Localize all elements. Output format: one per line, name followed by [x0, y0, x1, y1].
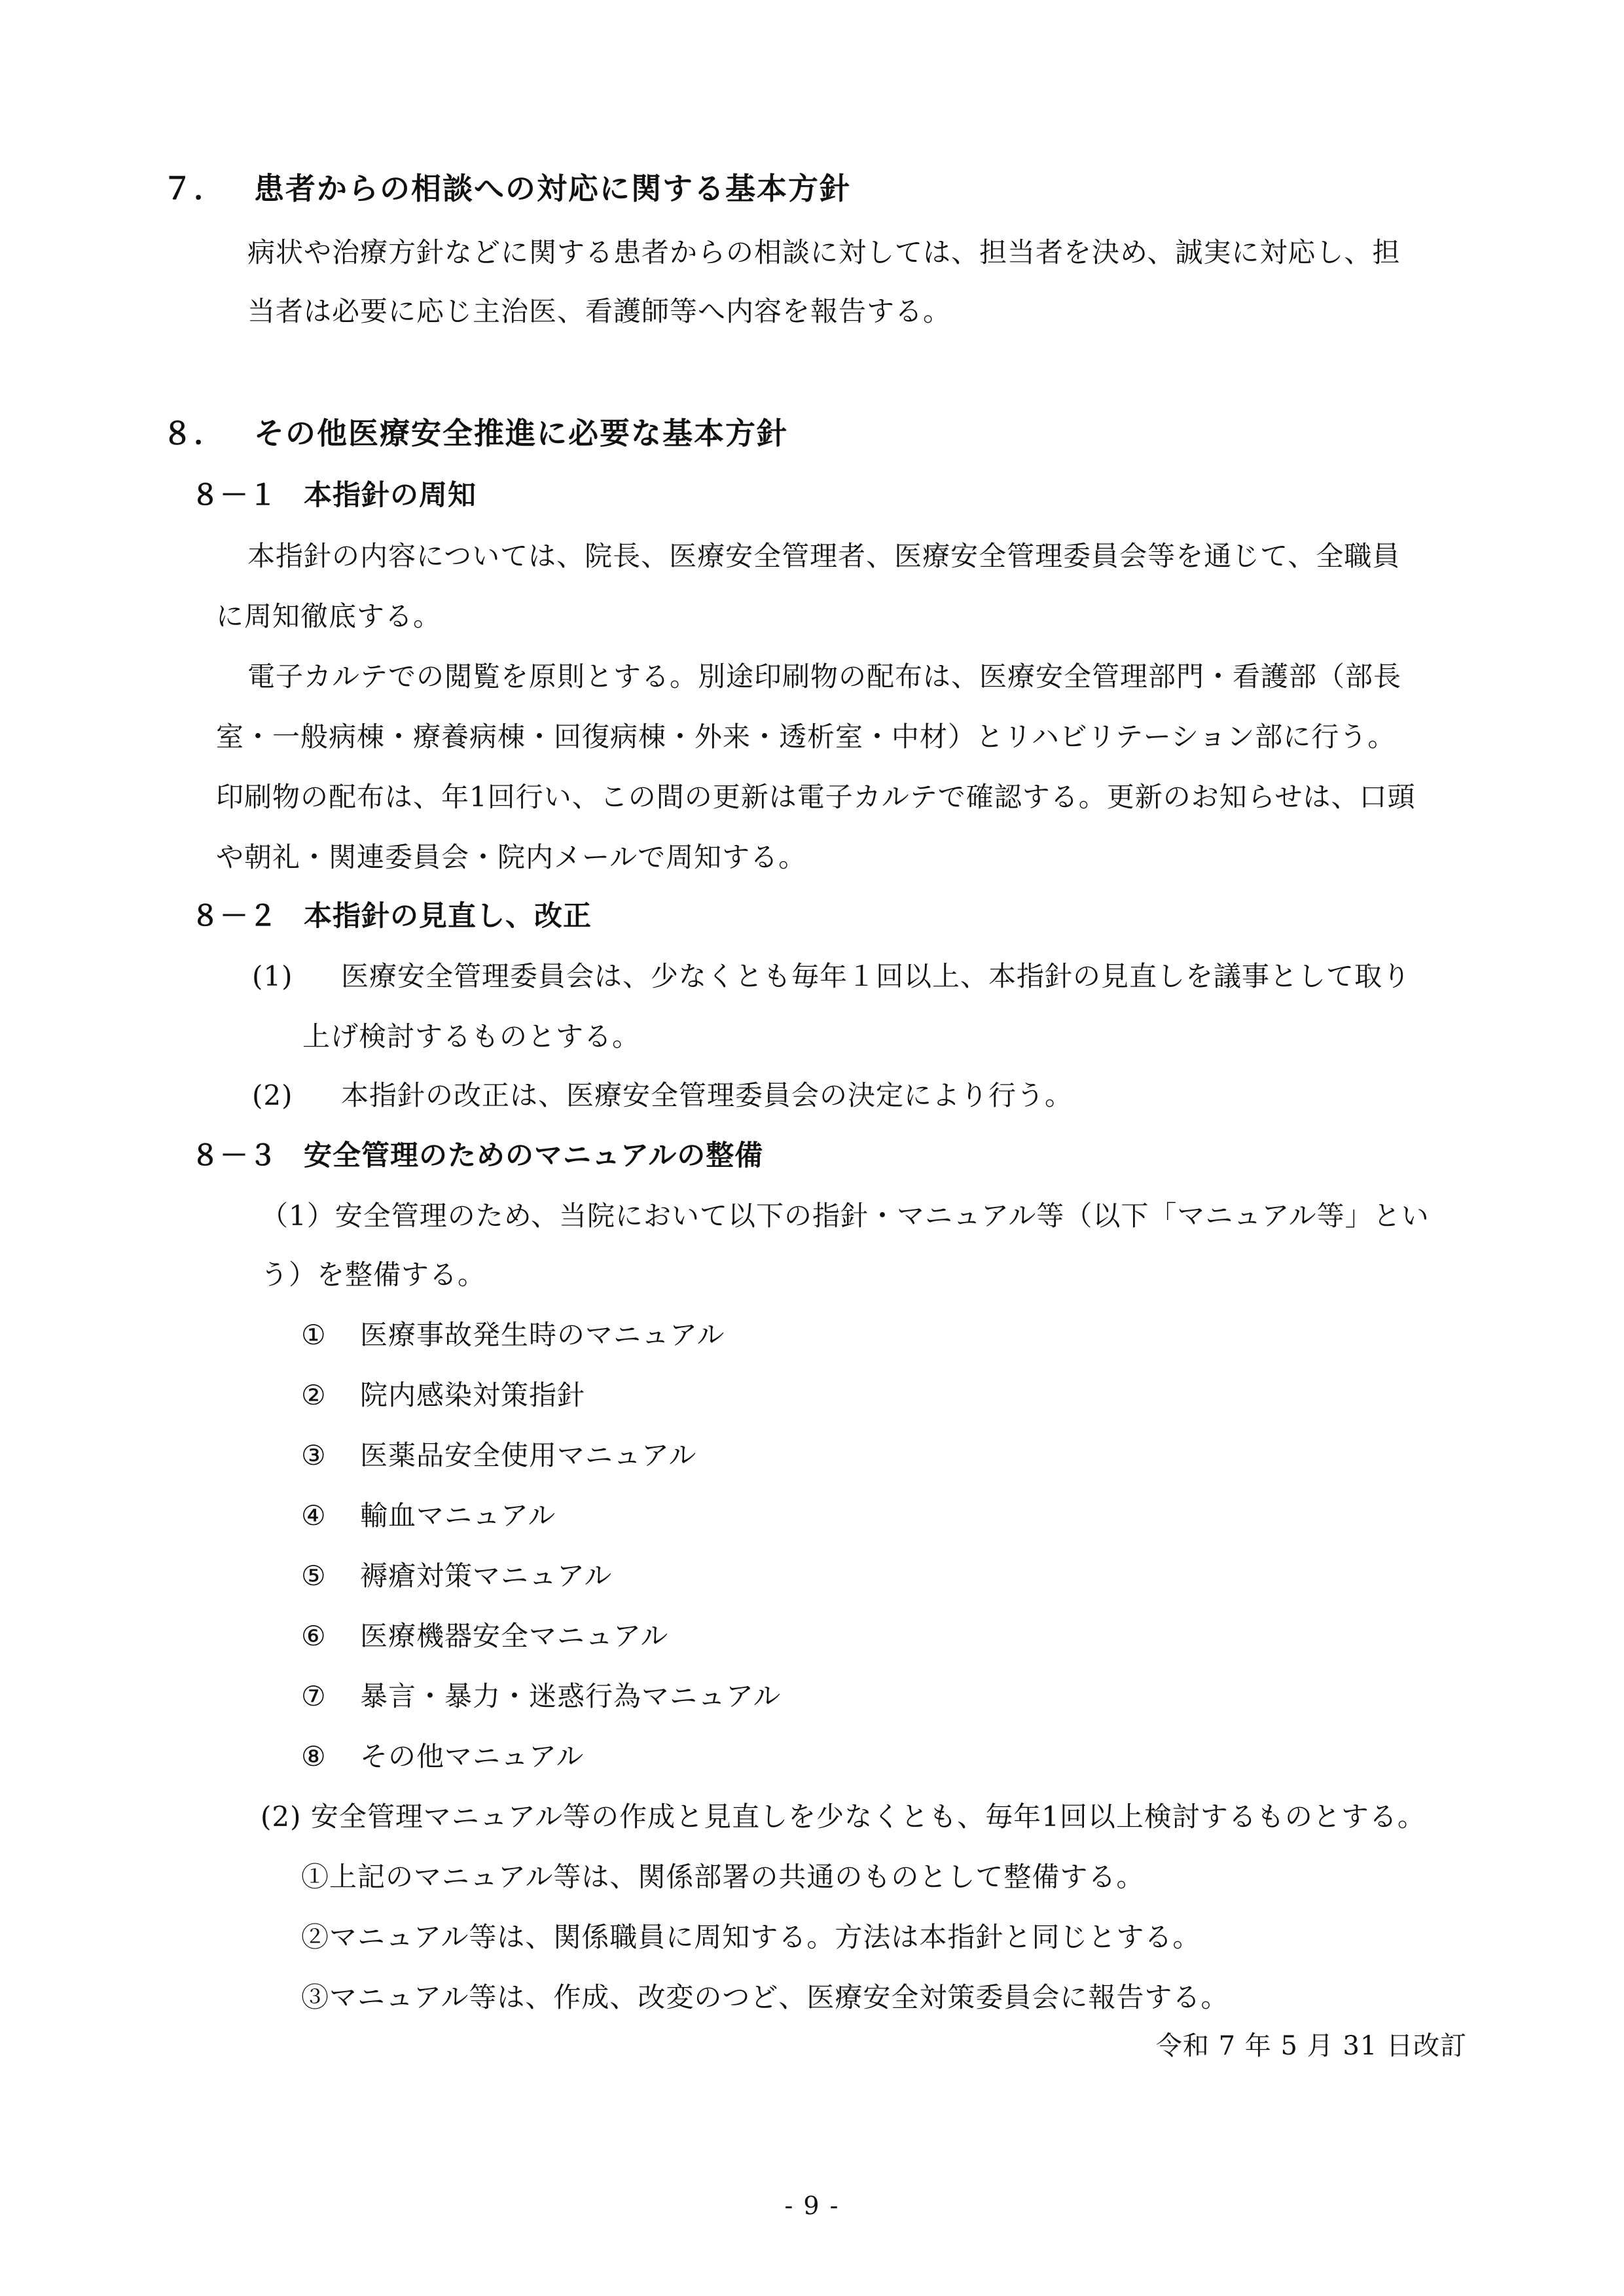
manual-item-label: 褥瘡対策マニュアル [360, 1560, 613, 1592]
subsection-8-3-item1-line2: う）を整備する。 [261, 1259, 486, 1291]
manual-list-item [301, 1376, 585, 1415]
section7-body-line1: 病状や治療方針などに関する患者からの相談に対しては、担当者を決め、誠実に対応し、担 [247, 236, 1401, 268]
manual-item-mark: ② [301, 1379, 327, 1411]
manual-item-mark: ① [301, 1319, 327, 1351]
manual-item-mark: ⑦ [301, 1680, 327, 1712]
subsection-8-2-item1-mark: (1) [252, 960, 293, 992]
subsection-8-3-item1-line1: （1）安全管理のため、当院において以下の指針・マニュアル等（以下「マニュアル等」とい [261, 1200, 1430, 1232]
subsection-8-2-item2 [252, 1076, 1073, 1115]
subsection-8-1-number: ８－１ [191, 479, 278, 512]
subsection-8-3-item2: (2) 安全管理マニュアル等の作成と見直しを少なくとも、毎年1回以上検討するものとする。 [261, 1801, 1426, 1833]
subsection-8-2-item1-text: 医療安全管理委員会は、少なくとも毎年１回以上、本指針の見直しを議事として取り [341, 960, 1411, 992]
section8-number: ８． [162, 416, 225, 451]
subsection-8-3-title: 安全管理のためのマニュアルの整備 [304, 1139, 764, 1172]
subsection-8-1-p1-line2: に周知徹底する。 [216, 600, 442, 632]
manual-list-item [301, 1677, 781, 1716]
section7-number: ７． [162, 171, 225, 206]
subsection-8-1-p2-line2: 室・一般病棟・療養病棟・回復病棟・外来・透析室・中材）とリハビリテーション部に行う。 [216, 721, 1396, 753]
subsection-8-3-heading [191, 1136, 763, 1175]
subsection-8-2-item1-line2: 上げ検討するものとする。 [302, 1020, 641, 1052]
section8-heading [162, 414, 788, 453]
section7-title: 患者からの相談への対応に関する基本方針 [254, 171, 851, 206]
manual-item-label: 医療機器安全マニュアル [360, 1620, 669, 1652]
subsection-8-1-p2-line4: や朝礼・関連委員会・院内メールで周知する。 [216, 841, 807, 873]
manual-item-label: 医療事故発生時のマニュアル [360, 1319, 725, 1351]
subsection-8-1-heading [191, 476, 477, 515]
page-number: - 9 - [784, 2191, 840, 2220]
section8-title: その他医療安全推進に必要な基本方針 [254, 416, 788, 451]
manual-list-item [301, 1436, 696, 1475]
manual-item-mark: ⑧ [301, 1740, 327, 1772]
subsection-8-2-heading [191, 897, 592, 936]
manual-list-item [301, 1617, 668, 1656]
subsection-8-2-item1-line1 [252, 957, 1411, 996]
manual-item-mark: ③ [301, 1439, 327, 1471]
manual-item-mark: ⑤ [301, 1560, 327, 1592]
manual-item-mark: ⑥ [301, 1620, 327, 1652]
subsection-8-3-item2-sub: ①上記のマニュアル等は、関係部署の共通のものとして整備する。 [301, 1861, 1145, 1893]
subsection-8-3-item2-sub: ③マニュアル等は、作成、改変のつど、医療安全対策委員会に報告する。 [301, 1981, 1229, 2013]
manual-list-item [301, 1496, 556, 1535]
subsection-8-3-number: ８－３ [191, 1139, 278, 1172]
section7-heading [162, 169, 851, 208]
subsection-8-2-title: 本指針の見直し、改正 [304, 900, 592, 933]
subsection-8-1-p1-line1: 本指針の内容については、院長、医療安全管理者、医療安全管理委員会等を通じて、全職員 [247, 540, 1401, 572]
subsection-8-2-item2-text: 本指針の改正は、医療安全管理委員会の決定により行う。 [341, 1079, 1074, 1111]
manual-item-label: 輸血マニュアル [360, 1499, 556, 1532]
manual-list-item [301, 1556, 612, 1596]
manual-item-label: 院内感染対策指針 [360, 1379, 586, 1411]
manual-item-label: 医薬品安全使用マニュアル [360, 1439, 697, 1471]
revision-date: 令和 7 年 5 月 31 日改訂 [1155, 2031, 1467, 2061]
subsection-8-1-p2-line1: 電子カルテでの閲覧を原則とする。別途印刷物の配布は、医療安全管理部門・看護部（部長 [247, 660, 1402, 692]
manual-list-item [301, 1316, 725, 1355]
subsection-8-2-number: ８－２ [191, 900, 278, 933]
manual-list-item [301, 1737, 584, 1776]
manual-item-label: その他マニュアル [360, 1740, 585, 1772]
section7-body-line2: 当者は必要に応じ主治医、看護師等へ内容を報告する。 [247, 295, 952, 327]
manual-item-mark: ④ [301, 1499, 327, 1532]
manual-item-label: 暴言・暴力・迷惑行為マニュアル [360, 1680, 782, 1712]
subsection-8-1-title: 本指針の周知 [304, 479, 477, 512]
subsection-8-3-item2-sub: ②マニュアル等は、関係職員に周知する。方法は本指針と同じとする。 [301, 1921, 1201, 1953]
subsection-8-1-p2-line3: 印刷物の配布は、年1回行い、この間の更新は電子カルテで確認する。更新のお知らせは、口頭 [216, 781, 1416, 813]
subsection-8-2-item2-mark: (2) [252, 1079, 293, 1111]
